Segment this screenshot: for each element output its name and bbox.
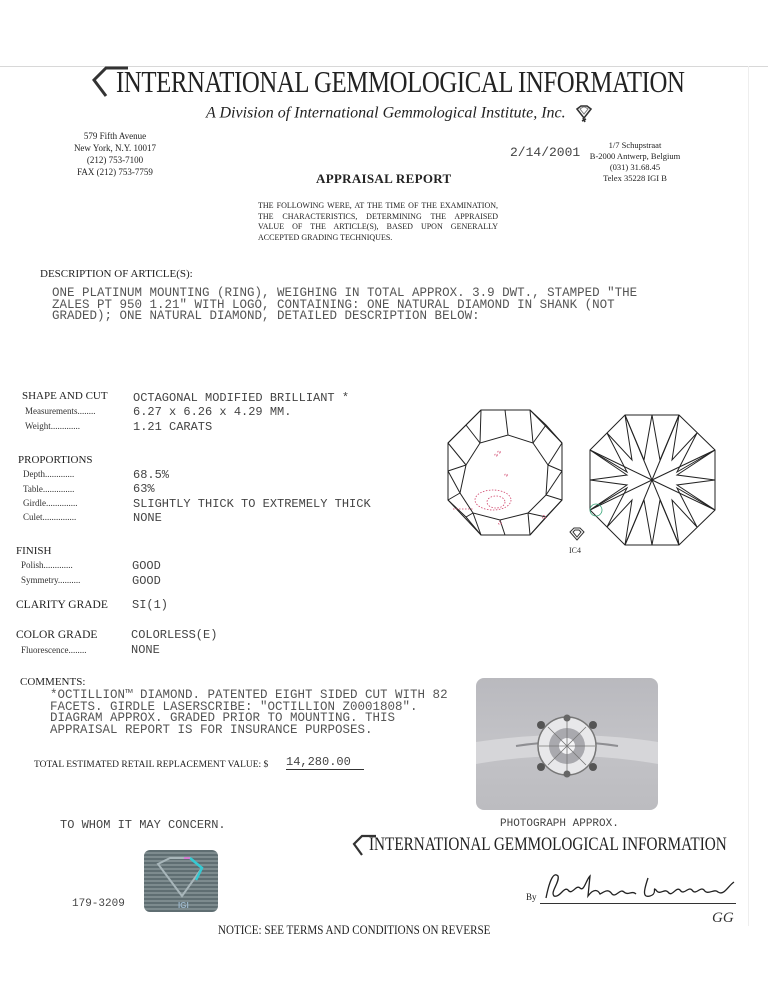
org-logo-header [92, 58, 768, 106]
pavilion-view-icon [590, 415, 715, 545]
signature-scribble-icon [540, 868, 740, 904]
proportions-label: PROPORTIONS [18, 454, 93, 466]
symmetry-label: Symmetry.......... [21, 575, 81, 585]
intro-text: THE FOLLOWING WERE, AT THE TIME OF THE EXAMINATION, THE CHARACTERISTICS, DETERMINING THE APPRAISED VALUE OF THE ARTICLE(S), BASED UPON GENERALLY ACCEPTED GRADING TECHNIQUES. [258, 201, 498, 242]
svg-text:IGI: IGI [178, 901, 189, 910]
description-label: DESCRIPTION OF ARTICLE(S): [40, 268, 193, 280]
key-label: IC4 [569, 546, 581, 555]
fluorescence-value: NONE [131, 643, 160, 657]
address-ny [52, 130, 178, 178]
clarity-value: SI(1) [132, 598, 169, 612]
finish-label: FINISH [16, 545, 52, 557]
address-line: FAX (212) 753-7759 [77, 167, 153, 177]
igi-gem-icon [574, 104, 594, 124]
fluorescence-label: Fluorescence........ [21, 645, 87, 655]
key-symbol-icon [570, 528, 584, 540]
serial-number: 179-3209 [72, 898, 125, 910]
address-line: (212) 753-7100 [86, 155, 144, 165]
security-hologram [144, 850, 218, 912]
table-label: Table.............. [23, 484, 75, 494]
description-line: ZALES PT 950 1.21" WITH LOGO, CONTAINING: ONE NATURAL DIAMOND IN SHANK (NOT [52, 297, 615, 312]
depth-label: Depth............. [23, 469, 75, 479]
shape-label: SHAPE AND CUT [22, 390, 108, 402]
ring-image-icon [476, 678, 658, 810]
initials: GG [712, 910, 734, 926]
notice-text: NOTICE: SEE TERMS AND CONDITIONS ON REVERSE [218, 922, 491, 937]
signature-line [540, 903, 736, 904]
address-line: New York, N.Y. 10017 [73, 143, 157, 153]
photo-caption: PHOTOGRAPH APPROX. [500, 818, 619, 830]
comment-line: FACETS. GIRDLE LASERSCRIBE: "OCTILLION Z0001808". [50, 699, 418, 714]
measurements-label: Measurements........ [25, 406, 96, 416]
culet-label: Culet............... [23, 512, 77, 522]
ring-photograph [476, 678, 658, 810]
depth-value: 68.5% [133, 468, 170, 482]
comment-line: *OCTILLION™ DIAMOND. PATENTED EIGHT SIDED CUT WITH 82 [50, 688, 448, 702]
symmetry-value: GOOD [132, 574, 161, 588]
color-value: COLORLESS(E) [131, 628, 218, 642]
address-line: 1/7 Schupstraat [608, 140, 662, 150]
division-text: A Division of International Gemmological Institute, Inc. [206, 104, 566, 122]
address-line: 579 Fifth Avenue [83, 131, 147, 141]
hologram-diamond-icon [144, 850, 218, 912]
org-name-footer: INTERNATIONAL GEMMOLOGICAL INFORMATION [369, 834, 727, 855]
clarity-label: CLARITY GRADE [16, 599, 108, 611]
color-label: COLOR GRADE [16, 629, 98, 641]
total-value-label: TOTAL ESTIMATED RETAIL REPLACEMENT VALUE: $ [34, 760, 269, 770]
division-line [206, 104, 594, 124]
report-date: 2/14/2001 [510, 145, 581, 160]
measurements-value: 6.27 x 6.26 x 4.29 MM. [133, 405, 292, 419]
address-line: Telex 35228 IGI B [603, 173, 667, 183]
girdle-label: Girdle.............. [23, 498, 78, 508]
weight-value: 1.21 CARATS [133, 420, 213, 434]
address-line: B-2000 Antwerp, Belgium [589, 151, 681, 161]
total-value-amount: 14,280.00 [286, 755, 364, 770]
table-value: 63% [133, 482, 155, 496]
report-title: APPRAISAL REPORT [316, 171, 452, 186]
org-name: INTERNATIONAL GEMMOLOGICAL INFORMATION [116, 64, 685, 99]
shape-value: OCTAGONAL MODIFIED BRILLIANT * [133, 391, 350, 405]
to-whom-text: TO WHOM IT MAY CONCERN. [60, 818, 226, 832]
polish-value: GOOD [132, 559, 161, 573]
diamond-plot-diagram [428, 405, 748, 555]
girdle-value: SLIGHTLY THICK TO EXTREMELY THICK [133, 497, 371, 511]
comment-line: DIAGRAM APPROX. GRADED PRIOR TO MOUNTING. THIS [50, 711, 396, 725]
description-line: GRADED); ONE NATURAL DIAMOND, DETAILED DESCRIPTION BELOW: [52, 309, 480, 323]
description-line: ONE PLATINUM MOUNTING (RING), WEIGHING IN TOTAL APPROX. 3.9 DWT., STAMPED "THE [52, 286, 638, 300]
comment-line: APPRAISAL REPORT IS FOR INSURANCE PURPOSES. [50, 722, 373, 737]
address-antwerp [585, 140, 685, 184]
by-label: By [526, 892, 537, 902]
comments-label: COMMENTS: [20, 676, 86, 688]
org-logo-footer [352, 830, 768, 860]
address-line: (031) 31.68.45 [609, 162, 661, 172]
weight-label: Weight............. [25, 421, 81, 431]
culet-value: NONE [133, 511, 162, 525]
comments-text [50, 690, 470, 736]
description-text [52, 288, 652, 323]
page-edge [748, 66, 749, 926]
polish-label: Polish............. [21, 560, 73, 570]
crown-view-icon [448, 410, 562, 535]
signature [540, 868, 740, 904]
